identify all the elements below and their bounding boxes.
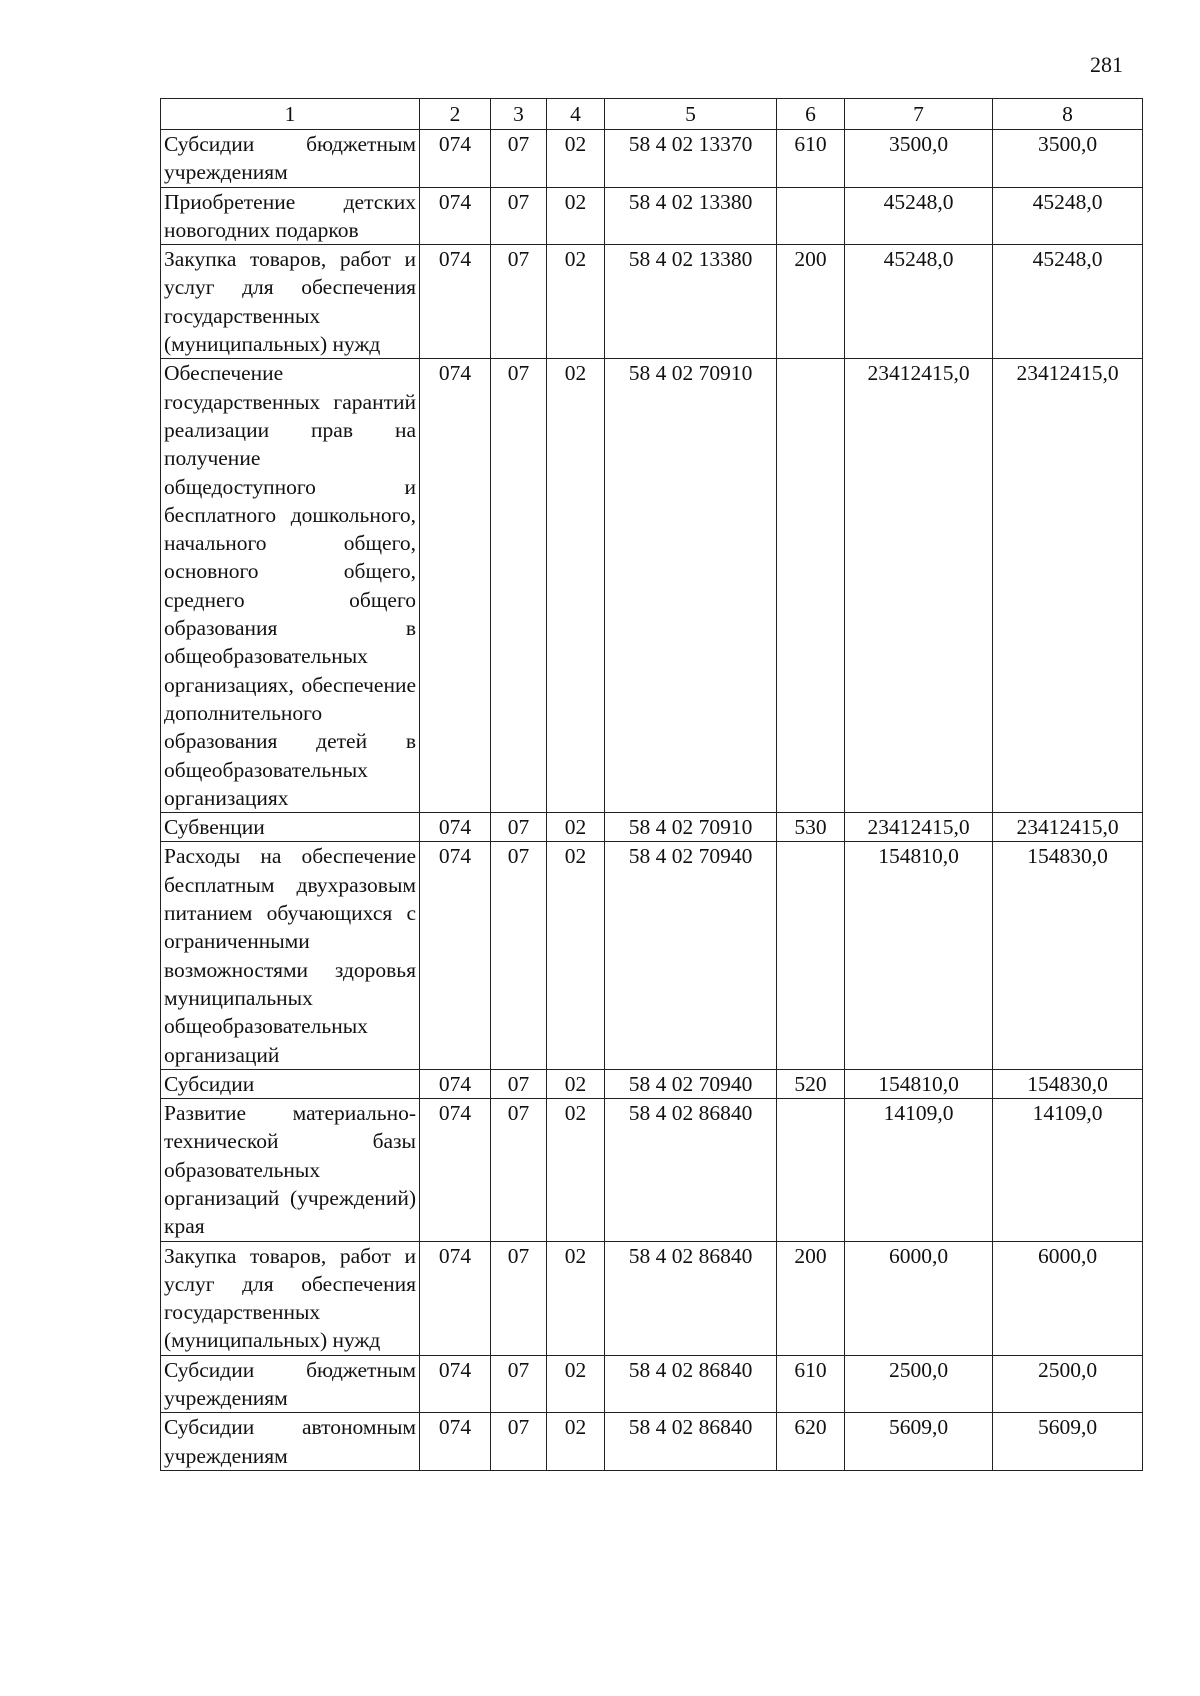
target-article-cell: 58 4 02 86840 xyxy=(605,1099,777,1241)
amount-year-1-cell: 23412415,0 xyxy=(845,813,993,842)
table-row xyxy=(161,245,1143,359)
amount-year-2-cell: 23412415,0 xyxy=(993,813,1143,842)
page-number: 281 xyxy=(1090,52,1123,77)
column-header: 4 xyxy=(547,99,605,130)
subsection-code-cell: 02 xyxy=(547,1241,605,1355)
column-header: 1 xyxy=(161,99,420,130)
table-row xyxy=(161,1355,1143,1413)
row-name-cell: Закупка товаров, работ и услуг для обеспечения государственных (муниципальных) нужд xyxy=(161,245,420,359)
amount-year-1-cell: 45248,0 xyxy=(845,187,993,245)
subsection-code-cell: 02 xyxy=(547,1099,605,1241)
budget-table xyxy=(160,98,1143,1471)
subsection-code-cell: 02 xyxy=(547,1413,605,1471)
column-header: 6 xyxy=(777,99,845,130)
target-article-cell: 58 4 02 13380 xyxy=(605,245,777,359)
amount-year-2-cell: 45248,0 xyxy=(993,187,1143,245)
amount-year-1-cell: 2500,0 xyxy=(845,1355,993,1413)
table-row xyxy=(161,1241,1143,1355)
section-code-cell: 07 xyxy=(491,1413,547,1471)
table-row xyxy=(161,1099,1143,1241)
amount-year-2-cell: 45248,0 xyxy=(993,245,1143,359)
expense-type-cell: 200 xyxy=(777,245,845,359)
table-row xyxy=(161,813,1143,842)
subsection-code-cell: 02 xyxy=(547,1355,605,1413)
ministry-code-cell: 074 xyxy=(420,813,491,842)
section-code-cell: 07 xyxy=(491,1099,547,1241)
section-code-cell: 07 xyxy=(491,187,547,245)
table-row xyxy=(161,1069,1143,1098)
row-name-cell: Расходы на обеспечение бесплатным двухразовым питанием обучающихся с ограниченными возможностями здоровья муниципальных общеобразовательных организаций xyxy=(161,842,420,1069)
subsection-code-cell: 02 xyxy=(547,1069,605,1098)
expense-type-cell: 610 xyxy=(777,130,845,188)
amount-year-2-cell: 23412415,0 xyxy=(993,359,1143,813)
target-article-cell: 58 4 02 70910 xyxy=(605,813,777,842)
subsection-code-cell: 02 xyxy=(547,130,605,188)
ministry-code-cell: 074 xyxy=(420,1099,491,1241)
ministry-code-cell: 074 xyxy=(420,1069,491,1098)
ministry-code-cell: 074 xyxy=(420,130,491,188)
table-row xyxy=(161,187,1143,245)
target-article-cell: 58 4 02 70940 xyxy=(605,842,777,1069)
amount-year-2-cell: 6000,0 xyxy=(993,1241,1143,1355)
row-name-cell: Приобретение детских новогодних подарков xyxy=(161,187,420,245)
row-name-cell: Субсидии xyxy=(161,1069,420,1098)
expense-type-cell: 200 xyxy=(777,1241,845,1355)
amount-year-1-cell: 154810,0 xyxy=(845,1069,993,1098)
subsection-code-cell: 02 xyxy=(547,187,605,245)
amount-year-1-cell: 5609,0 xyxy=(845,1413,993,1471)
expense-type-cell: 610 xyxy=(777,1355,845,1413)
expense-type-cell: 520 xyxy=(777,1069,845,1098)
amount-year-2-cell: 154830,0 xyxy=(993,842,1143,1069)
header-row xyxy=(161,99,1143,130)
amount-year-2-cell: 154830,0 xyxy=(993,1069,1143,1098)
target-article-cell: 58 4 02 86840 xyxy=(605,1355,777,1413)
amount-year-1-cell: 3500,0 xyxy=(845,130,993,188)
amount-year-2-cell: 14109,0 xyxy=(993,1099,1143,1241)
target-article-cell: 58 4 02 86840 xyxy=(605,1413,777,1471)
ministry-code-cell: 074 xyxy=(420,842,491,1069)
table-row xyxy=(161,359,1143,813)
table-row xyxy=(161,842,1143,1069)
expense-type-cell: 620 xyxy=(777,1413,845,1471)
section-code-cell: 07 xyxy=(491,813,547,842)
amount-year-1-cell: 14109,0 xyxy=(845,1099,993,1241)
expense-type-cell xyxy=(777,187,845,245)
row-name-cell: Субсидии автономным учреждениям xyxy=(161,1413,420,1471)
section-code-cell: 07 xyxy=(491,1069,547,1098)
expense-type-cell xyxy=(777,842,845,1069)
expense-type-cell xyxy=(777,1099,845,1241)
ministry-code-cell: 074 xyxy=(420,187,491,245)
expense-type-cell xyxy=(777,359,845,813)
expense-type-cell: 530 xyxy=(777,813,845,842)
section-code-cell: 07 xyxy=(491,245,547,359)
ministry-code-cell: 074 xyxy=(420,245,491,359)
column-header: 5 xyxy=(605,99,777,130)
table-row xyxy=(161,130,1143,188)
section-code-cell: 07 xyxy=(491,359,547,813)
column-header: 8 xyxy=(993,99,1143,130)
amount-year-1-cell: 45248,0 xyxy=(845,245,993,359)
target-article-cell: 58 4 02 13370 xyxy=(605,130,777,188)
target-article-cell: 58 4 02 86840 xyxy=(605,1241,777,1355)
section-code-cell: 07 xyxy=(491,1241,547,1355)
row-name-cell: Закупка товаров, работ и услуг для обеспечения государственных (муниципальных) нужд xyxy=(161,1241,420,1355)
target-article-cell: 58 4 02 70910 xyxy=(605,359,777,813)
row-name-cell: Субсидии бюджетным учреждениям xyxy=(161,130,420,188)
subsection-code-cell: 02 xyxy=(547,245,605,359)
column-header: 7 xyxy=(845,99,993,130)
ministry-code-cell: 074 xyxy=(420,1413,491,1471)
target-article-cell: 58 4 02 13380 xyxy=(605,187,777,245)
amount-year-1-cell: 6000,0 xyxy=(845,1241,993,1355)
row-name-cell: Субвенции xyxy=(161,813,420,842)
row-name-cell: Субсидии бюджетным учреждениям xyxy=(161,1355,420,1413)
column-header: 2 xyxy=(420,99,491,130)
row-name-cell: Обеспечение государственных гарантий реализации прав на получение общедоступного и бесплатного дошкольного, начального общего, основного общего, среднего общего образования в общеобразовательных организациях, обеспечение дополнительного образования детей в общеобразовательных организациях xyxy=(161,359,420,813)
amount-year-1-cell: 154810,0 xyxy=(845,842,993,1069)
target-article-cell: 58 4 02 70940 xyxy=(605,1069,777,1098)
ministry-code-cell: 074 xyxy=(420,1355,491,1413)
amount-year-2-cell: 2500,0 xyxy=(993,1355,1143,1413)
amount-year-2-cell: 5609,0 xyxy=(993,1413,1143,1471)
subsection-code-cell: 02 xyxy=(547,359,605,813)
section-code-cell: 07 xyxy=(491,130,547,188)
section-code-cell: 07 xyxy=(491,1355,547,1413)
subsection-code-cell: 02 xyxy=(547,813,605,842)
subsection-code-cell: 02 xyxy=(547,842,605,1069)
amount-year-2-cell: 3500,0 xyxy=(993,130,1143,188)
ministry-code-cell: 074 xyxy=(420,1241,491,1355)
ministry-code-cell: 074 xyxy=(420,359,491,813)
section-code-cell: 07 xyxy=(491,842,547,1069)
amount-year-1-cell: 23412415,0 xyxy=(845,359,993,813)
table-row xyxy=(161,1413,1143,1471)
row-name-cell: Развитие материально-технической базы образовательных организаций (учреждений) края xyxy=(161,1099,420,1241)
column-header: 3 xyxy=(491,99,547,130)
